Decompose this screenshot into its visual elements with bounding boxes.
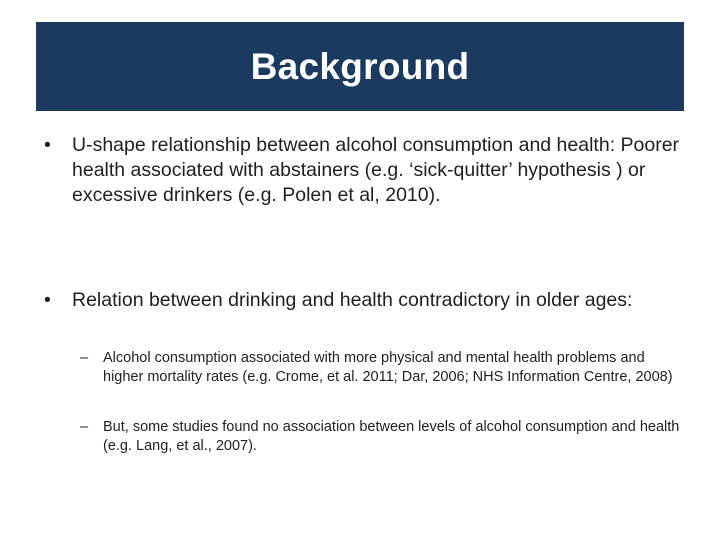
sub-bullet-item bbox=[80, 418, 685, 456]
bullet-text: Relation between drinking and health contradictory in older ages: bbox=[72, 289, 633, 311]
title-banner bbox=[36, 22, 684, 111]
bullet-marker: • bbox=[44, 289, 51, 311]
bullet-item bbox=[44, 133, 684, 208]
sub-bullet-marker: – bbox=[80, 419, 89, 435]
bullet-item bbox=[44, 288, 684, 313]
sub-bullet-text: Alcohol consumption associated with more physical and mental health problems and higher mortality rates (e.g. Crome, et al. 2011; Dar, 2006; NHS Information Centre, 2008) bbox=[103, 350, 673, 385]
sub-bullet-item bbox=[80, 349, 685, 387]
sub-bullet-text: But, some studies found no association between levels of alcohol consumption and health (e.g. Lang, et al., 2007). bbox=[103, 419, 680, 454]
bullet-marker: • bbox=[44, 134, 51, 156]
slide-title: Background bbox=[250, 45, 470, 87]
sub-bullet-marker: – bbox=[80, 350, 89, 366]
bullet-text: U-shape relationship between alcohol consumption and health: Poorer health associated with abstainers (e.g. ‘sick-quitter’ hypothesis ) or excessive drinkers (e.g. Polen et al, 2010). bbox=[72, 134, 680, 206]
